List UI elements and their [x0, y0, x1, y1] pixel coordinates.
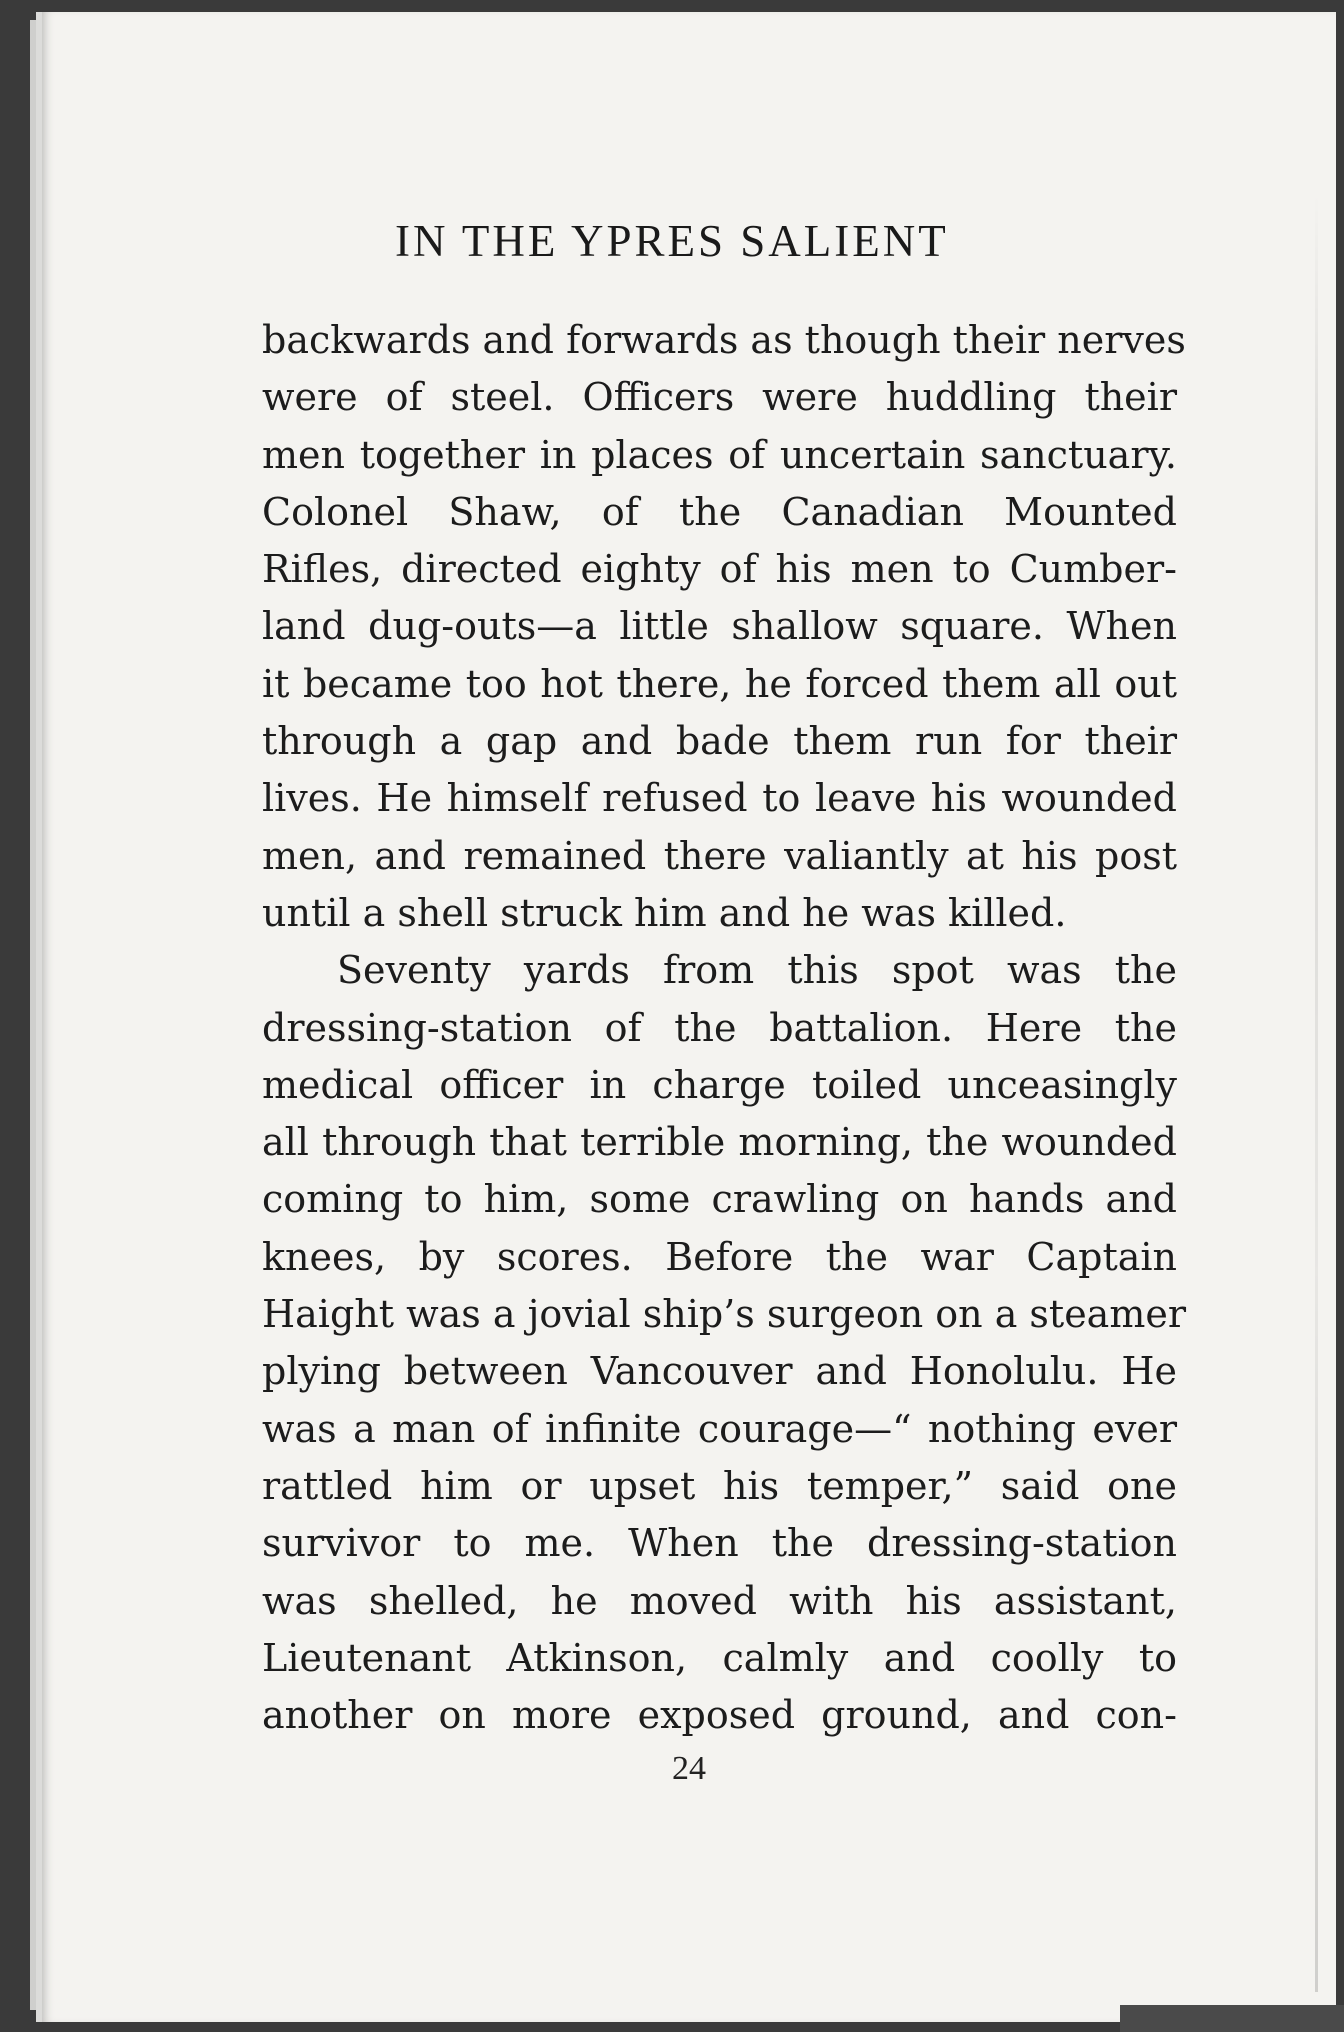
- text-line: was a man of infinite courage—“ nothing ever: [262, 1406, 1177, 1451]
- text-line: lives. He himself refused to leave his wounded: [262, 776, 1177, 821]
- gutter-shadow: [1315, 192, 1318, 1992]
- text-line: were of steel. Officers were huddling their: [262, 375, 1177, 420]
- text-line: Rifles, directed eighty of his men to Cumber-: [262, 547, 1177, 592]
- text-line: another on more exposed ground, and con-: [262, 1693, 1177, 1738]
- text-line: dressing-station of the battalion. Here the: [262, 1005, 1177, 1050]
- text-line: through a gap and bade them run for their: [262, 719, 1177, 764]
- text-line-paragraph-start: Seventy yards from this spot was the: [337, 948, 1177, 993]
- text-line: men together in places of uncertain sanctuary.: [262, 432, 1177, 477]
- text-line: knees, by scores. Before the war Captain: [262, 1234, 1177, 1279]
- page-number: 24: [672, 1750, 706, 1787]
- text-line: Colonel Shaw, of the Canadian Mounted: [262, 489, 1177, 534]
- text-line: survivor to me. When the dressing-station: [262, 1521, 1177, 1566]
- text-line: backwards and forwards as though their nerves: [262, 318, 1186, 362]
- running-head: IN THE YPRES SALIENT: [395, 216, 949, 266]
- text-line: until a shell struck him and he was killed.: [262, 890, 1067, 935]
- text-line: rattled him or upset his temper,” said one: [262, 1463, 1177, 1508]
- body-text: [262, 312, 1187, 1744]
- text-line: coming to him, some crawling on hands and: [262, 1177, 1177, 1222]
- text-line: it became too hot there, he forced them all out: [262, 661, 1177, 706]
- text-line: men, and remained there valiantly at his post: [262, 833, 1177, 878]
- text-line: land dug-outs—a little shallow square. When: [262, 604, 1177, 649]
- text-line: Haight was a jovial ship’s surgeon on a steamer: [262, 1292, 1187, 1337]
- text-line: medical officer in charge toiled unceasingly: [262, 1062, 1177, 1107]
- text-line: Lieutenant Atkinson, calmly and coolly to: [262, 1635, 1177, 1680]
- scan-shadow: [1120, 2005, 1344, 2032]
- text-line: was shelled, he moved with his assistant,: [262, 1578, 1177, 1623]
- text-line: all through that terrible morning, the wounded: [262, 1120, 1177, 1165]
- text-line: plying between Vancouver and Honolulu. He: [262, 1349, 1177, 1394]
